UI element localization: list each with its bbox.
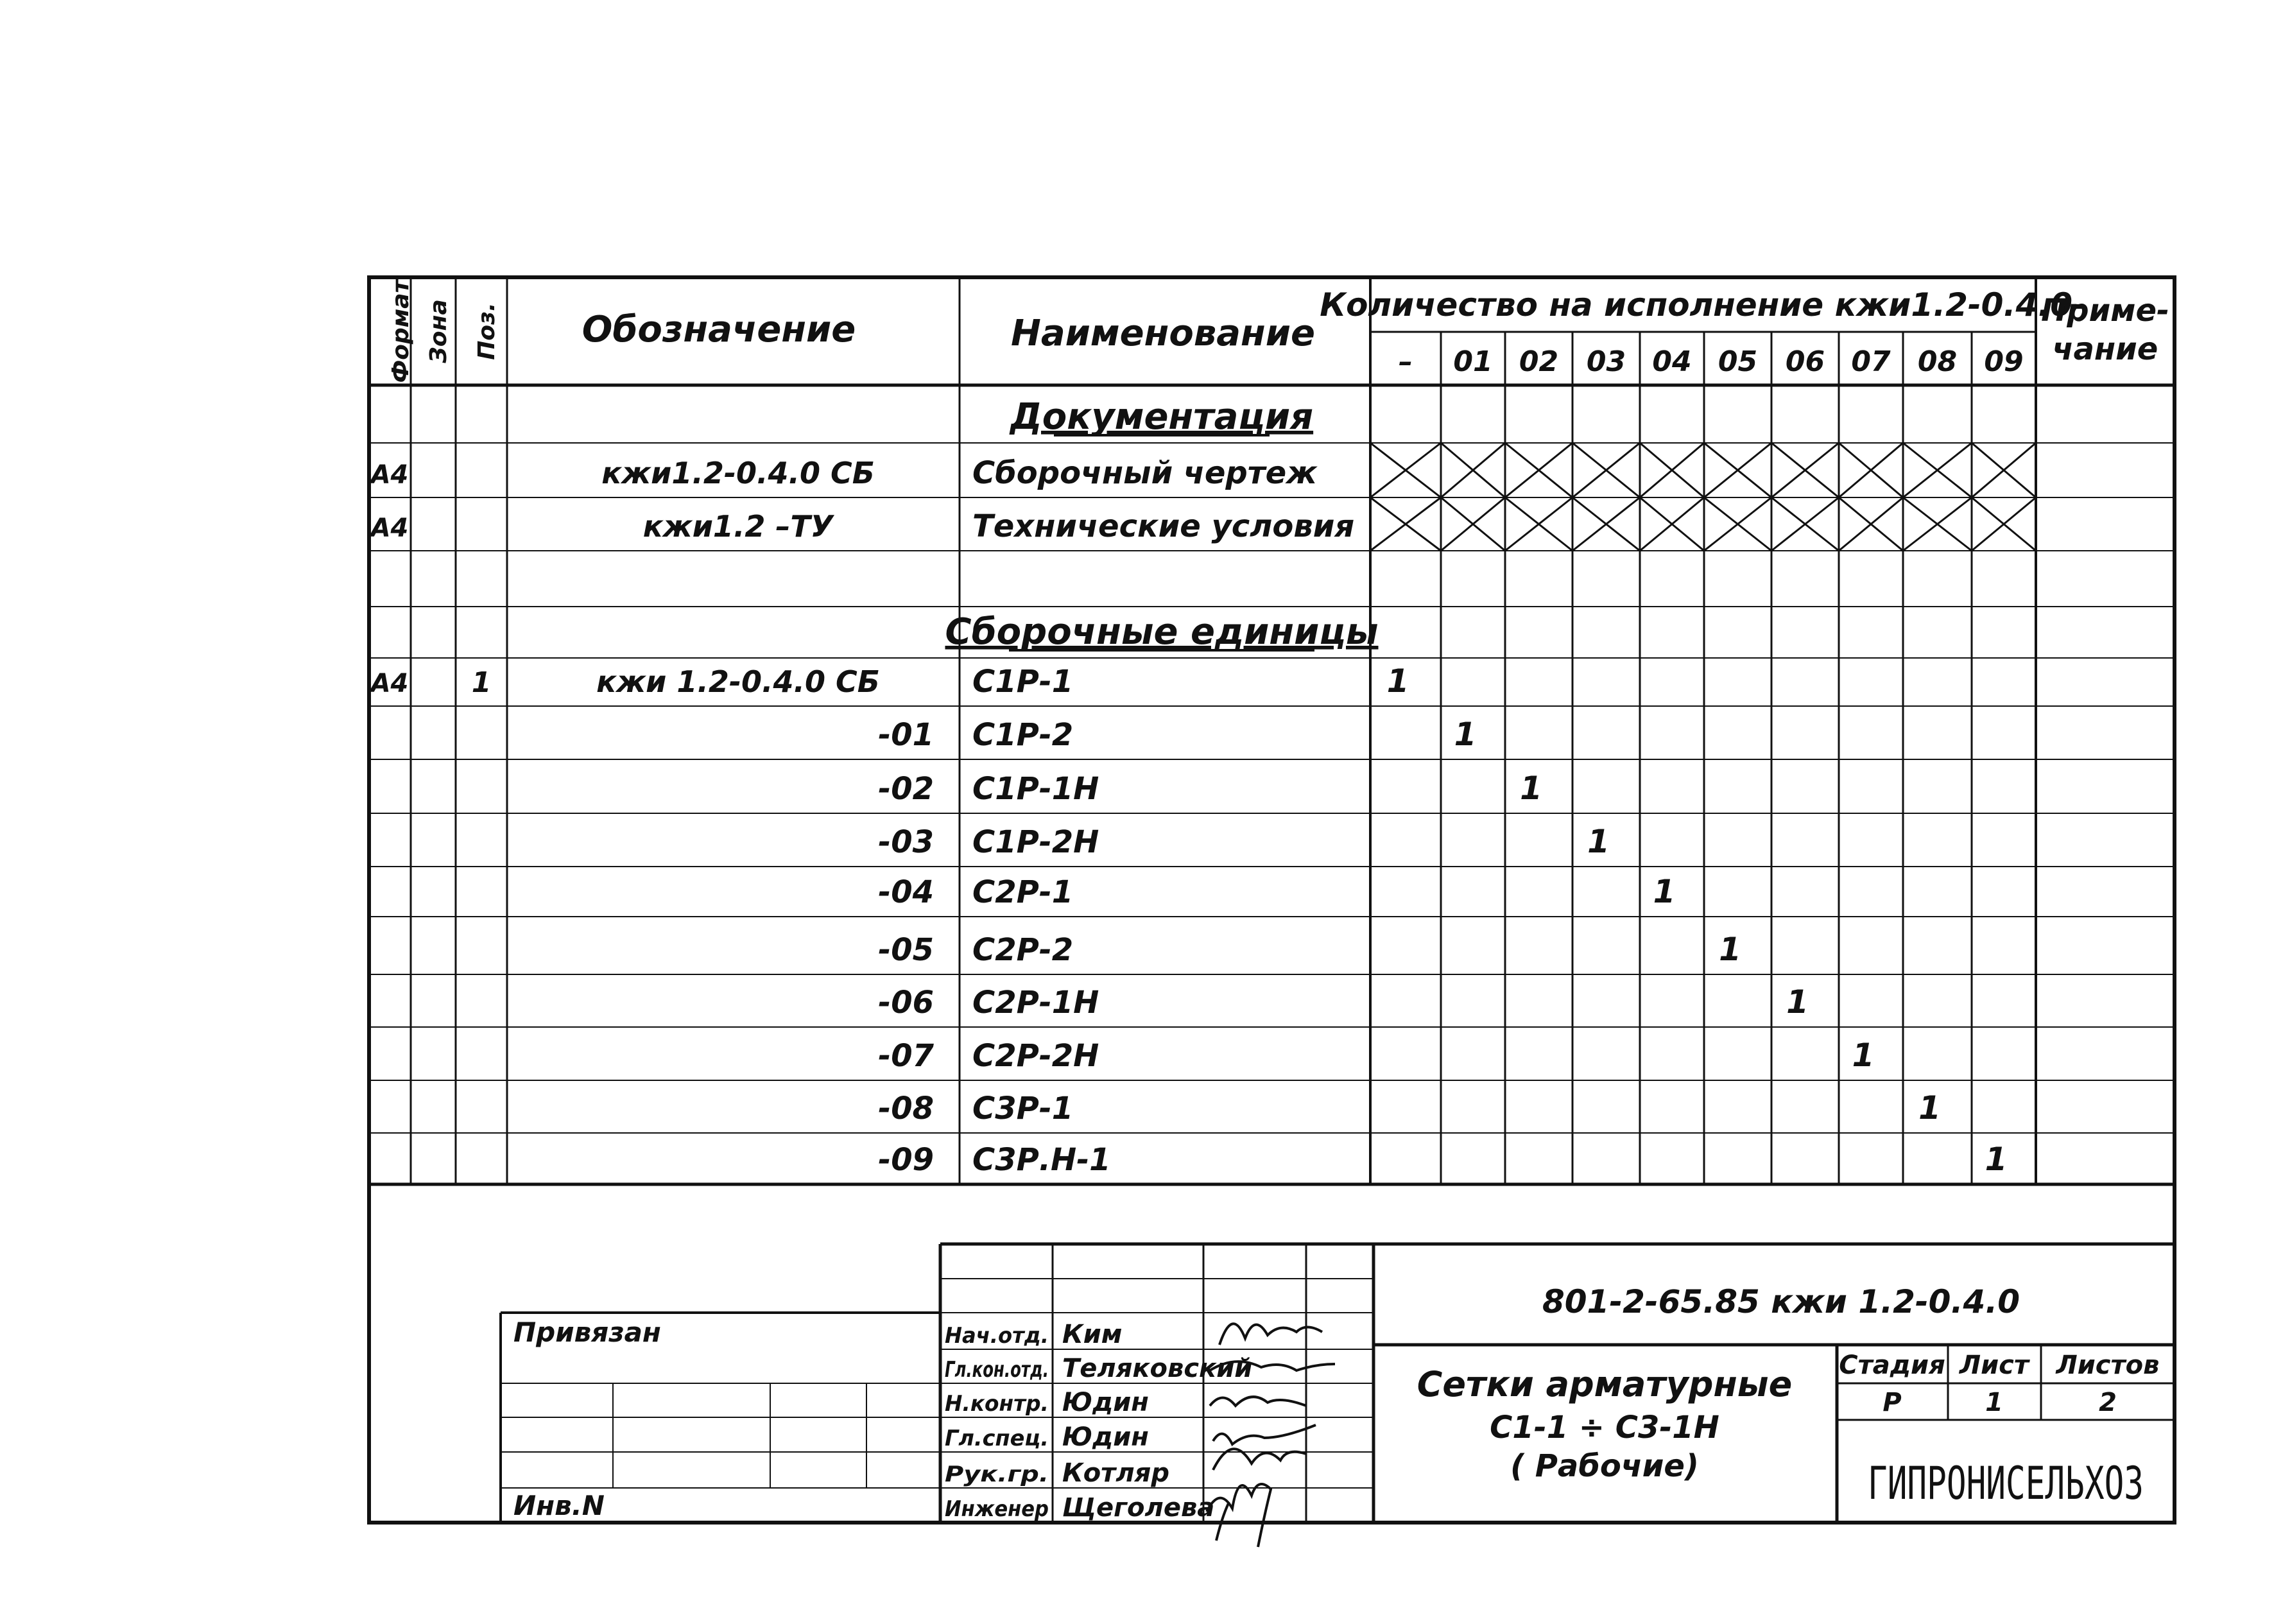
qty-title: Количество на исполнение кжи1.2-0.4.0- (1320, 286, 2086, 324)
signature-name: Юдин (1062, 1422, 1149, 1452)
qty-column-headers (1399, 345, 2024, 378)
table-rows (369, 396, 2008, 1178)
section-heading: Сборочные единицы (945, 611, 1379, 653)
row-designation: -05 (878, 932, 934, 968)
col-designation-label: Обозначение (581, 309, 856, 350)
section-heading: Документация (1010, 396, 1314, 438)
row-designation: кжи 1.2-0.4.0 СБ (596, 664, 880, 699)
row-name: С2Р-2Н (972, 1038, 1099, 1074)
row-format: А4 (370, 669, 409, 698)
qty-col-header: 09 (1984, 345, 2024, 378)
signature-name: Котляр (1062, 1458, 1169, 1488)
col-zone-label: Зона (426, 299, 452, 363)
row-name: С1Р-2Н (972, 824, 1099, 860)
drawing-title-line1: Сетки арматурные (1417, 1364, 1793, 1404)
qty-col-header: 05 (1718, 345, 1758, 378)
row-name: С3Р-1 (972, 1091, 1074, 1127)
signature-rows (945, 1320, 1252, 1523)
qty-value: 1 (1587, 823, 1610, 860)
bound-label: Привязан (513, 1317, 661, 1348)
qty-col-header: 02 (1519, 345, 1559, 378)
row-name: С2Р-2 (972, 932, 1074, 968)
row-designation: -08 (878, 1091, 934, 1127)
signature-role: Н.контр. (945, 1391, 1049, 1417)
qty-col-header: 07 (1851, 345, 1891, 378)
qty-col-header: 03 (1586, 345, 1626, 378)
qty-value: 1 (1454, 716, 1477, 753)
row-designation: -01 (878, 717, 934, 753)
note-label-line2: чание (2052, 331, 2158, 367)
qty-col-header: – (1399, 345, 1413, 378)
qty-value: 1 (1918, 1089, 1941, 1127)
row-designation: -09 (878, 1142, 934, 1178)
col-format-label: Формат (388, 279, 414, 383)
stage-value: Р (1882, 1388, 1902, 1417)
row-format: А4 (370, 460, 409, 490)
signature-role: Гл.кон.отд. (945, 1357, 1049, 1383)
signature-role: Гл.спец. (945, 1426, 1049, 1451)
qty-value: 1 (1985, 1141, 2008, 1178)
row-name: С1Р-2 (972, 717, 1074, 753)
document-code: 801-2-65.85 кжи 1.2-0.4.0 (1542, 1283, 2020, 1320)
row-designation: кжи1.2-0.4.0 СБ (601, 456, 875, 490)
organization-name: ГИПРОНИСЕЛЬХОЗ (1868, 1457, 2144, 1510)
row-position: 1 (471, 666, 492, 699)
qty-value: 1 (1852, 1037, 1875, 1074)
sheet-label: Лист (1959, 1351, 2029, 1380)
qty-value: 1 (1786, 983, 1809, 1021)
row-name: Технические условия (972, 508, 1355, 544)
row-name: Сборочный чертеж (972, 455, 1317, 491)
col-name-label: Наименование (1011, 313, 1315, 354)
title-block (369, 1184, 2175, 1547)
row-name: С3Р.Н-1 (972, 1142, 1111, 1178)
inv-label: Инв.N (513, 1490, 605, 1521)
qty-col-header: 08 (1917, 345, 1958, 378)
row-name: С2Р-1Н (972, 985, 1099, 1021)
stage-label: Стадия (1839, 1351, 1945, 1380)
sheets-label: Листов (2056, 1351, 2160, 1380)
row-designation: -06 (878, 985, 934, 1021)
row-designation: -04 (878, 874, 934, 910)
qty-value: 1 (1520, 770, 1542, 807)
row-designation: кжи1.2 –ТУ (642, 509, 834, 544)
row-name: С1Р-1 (972, 664, 1074, 700)
signature-name: Щеголева (1062, 1493, 1215, 1523)
row-name: С2Р-1 (972, 874, 1074, 910)
qty-value: 1 (1386, 662, 1409, 700)
note-label-line1: Приме- (2041, 293, 2169, 329)
row-designation: -07 (878, 1038, 934, 1074)
signature-role: Рук.гр. (945, 1462, 1049, 1487)
qty-value: 1 (1653, 873, 1676, 910)
signature-role: Нач.отд. (945, 1323, 1049, 1349)
col-pos-label: Поз. (474, 302, 500, 360)
qty-col-header: 01 (1453, 345, 1493, 378)
signature-name: Ким (1062, 1320, 1123, 1349)
qty-col-header: 04 (1652, 345, 1692, 378)
signature-name: Юдин (1062, 1388, 1149, 1417)
row-designation: -03 (878, 824, 934, 860)
row-format: А4 (370, 514, 409, 543)
qty-col-header: 06 (1785, 345, 1825, 378)
drawing-title-line3: ( Рабочие) (1510, 1448, 1699, 1484)
qty-value: 1 (1719, 931, 1741, 968)
sheet-value: 1 (1985, 1388, 2003, 1417)
drawing-title-line2: С1-1 ÷ С3-1Н (1490, 1410, 1719, 1446)
signature-role: Инженер (945, 1496, 1049, 1522)
signature-name: Теляковский (1062, 1354, 1253, 1383)
row-name: С1Р-1Н (972, 771, 1099, 807)
row-designation: -02 (878, 771, 934, 807)
sheets-value: 2 (2099, 1388, 2117, 1417)
